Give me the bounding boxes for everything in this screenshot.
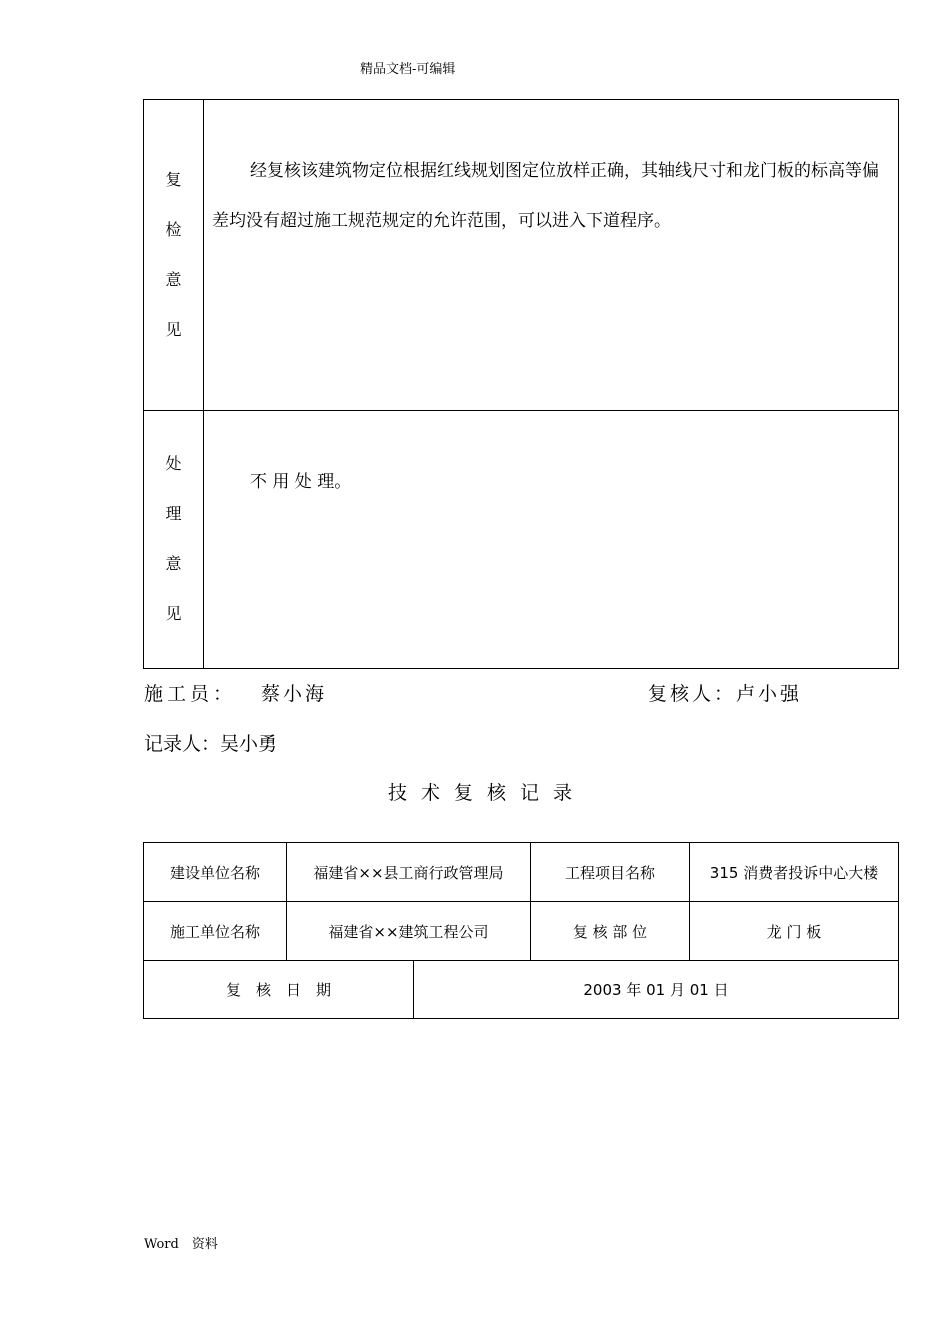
recorder-signature: 记录人：吴小勇 [144,733,278,755]
handling-label: 处 理 意 见 [165,454,182,623]
constructor-label: 施工员： [144,683,237,705]
table-cell: 2003 年 01 月 01 日 [583,981,729,999]
table-cell: 福建省××建筑工程公司 [328,922,489,941]
reviewer-signature: 复核人：卢小强 [648,683,803,705]
header-note: 精品文档-可编辑 [360,62,456,77]
table-cell: 龙 门 板 [766,922,822,941]
table-cell: 复 核 部 位 [572,922,648,941]
table-cell: 315 消费者投诉中心大楼 [709,863,879,882]
table-cell: 建设单位名称 [169,863,260,882]
table-divider [203,100,204,668]
handling-text: 不 用 处 理。 [250,472,352,492]
opinion-label: 复 检 意 见 [165,170,182,339]
opinion-text: 经复核该建筑物定位根据红线规划图定位放样正确，其轴线尺寸和龙门板的标高等偏差均没有超过施工规范规定的允许范围，可以进入下道程序。 [212,161,879,231]
review-table [143,99,899,669]
table-cell: 工程项目名称 [564,863,655,882]
info-table [143,842,899,1019]
record-title: 技术复核记录 [388,782,587,804]
table-cell: 福建省××县工商行政管理局 [313,863,504,882]
table-cell: 施工单位名称 [169,922,260,941]
footer-note: Word 资料 [144,1237,218,1252]
table-divider [144,410,898,411]
table-cell: 复 核 日 期 [225,981,331,999]
constructor-name: 蔡小海 [261,683,328,705]
